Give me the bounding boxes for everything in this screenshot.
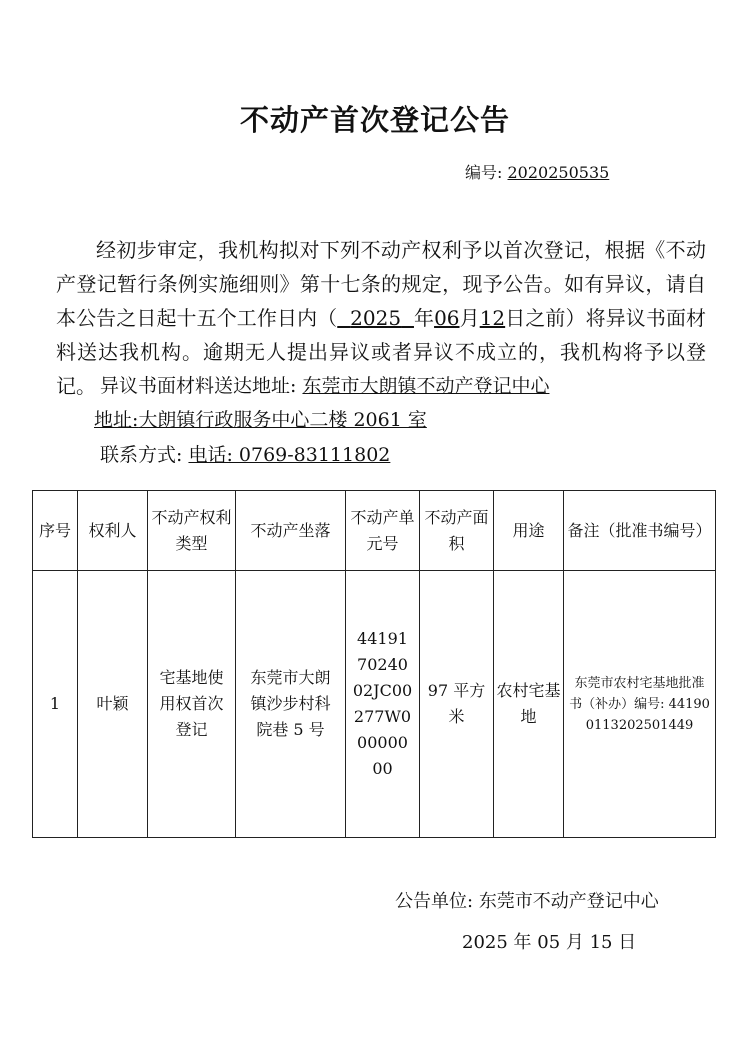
deadline-year (337, 306, 414, 330)
header-use: 用途 (494, 491, 564, 571)
cell-owner: 叶颖 (78, 571, 148, 838)
cell-no: 1 (33, 571, 78, 838)
header-right-type: 不动产权利类型 (148, 491, 236, 571)
deadline-month: 06 (434, 306, 460, 330)
cell-area: 97 平方米 (420, 571, 494, 838)
objection-address-value: 东莞市大朗镇不动产登记中心 (302, 375, 550, 397)
office-address-line (94, 405, 427, 432)
deadline-year-unit: 年 (413, 306, 435, 330)
office-address-label: 地址: (94, 409, 139, 431)
header-area: 不动产面积 (420, 491, 494, 571)
deadline-month-unit: 月 (459, 306, 480, 330)
objection-address-label: 异议书面材料送达地址: (100, 375, 297, 397)
cell-remark: 东莞市农村宅基地批准书（补办）编号: 441900113202501449 (564, 571, 716, 838)
document-number-label: 编号: (465, 163, 503, 182)
paragraph-text-2: 日之前）将异议书面材料送达我机构。逾期无人提出异议或者异议不成立的，我机构将予以登记。 (56, 306, 707, 398)
cell-use: 农村宅基地 (494, 571, 564, 838)
deadline-day: 12 (479, 306, 506, 330)
table-header-row (33, 491, 716, 571)
contact-line (100, 440, 390, 467)
objection-address-line (100, 371, 549, 398)
issuing-unit (395, 887, 659, 913)
header-remark: 备注（批准书编号） (564, 491, 716, 571)
contact-phone: 电话: 0769-83111802 (188, 444, 391, 466)
contact-label: 联系方式: (100, 444, 183, 466)
header-owner: 权利人 (78, 491, 148, 571)
document-number-value: 2020250535 (507, 163, 610, 182)
issue-date: 2025 年 05 月 15 日 (462, 932, 637, 953)
issuing-unit-label: 公告单位: (395, 891, 474, 912)
office-address-value: 大朗镇行政服务中心二楼 2061 室 (138, 409, 427, 431)
document-number (465, 160, 609, 183)
issuing-unit-value: 东莞市不动产登记中心 (478, 891, 659, 912)
document-title: 不动产首次登记公告 (239, 103, 510, 137)
header-unit-no: 不动产单元号 (346, 491, 420, 571)
cell-right-type: 宅基地使用权首次登记 (148, 571, 236, 838)
cell-unit-no: 441917024002JC00277W00000000 (346, 571, 420, 838)
paragraph-text-1: 经初步审定，我机构拟对下列不动产权利予以首次登记，根据《不动产登记暂行条例实施细则》第十七条的规定，现予公告。如有异议，请自本公告之日起十五个工作日内（ (56, 238, 706, 330)
cell-location: 东莞市大朗镇沙步村科院巷 5 号 (236, 571, 346, 838)
header-location: 不动产坐落 (236, 491, 346, 571)
header-no: 序号 (33, 491, 78, 571)
table-row (33, 571, 716, 838)
deadline-year-value: 2025 (350, 306, 402, 330)
registration-table (32, 490, 716, 838)
